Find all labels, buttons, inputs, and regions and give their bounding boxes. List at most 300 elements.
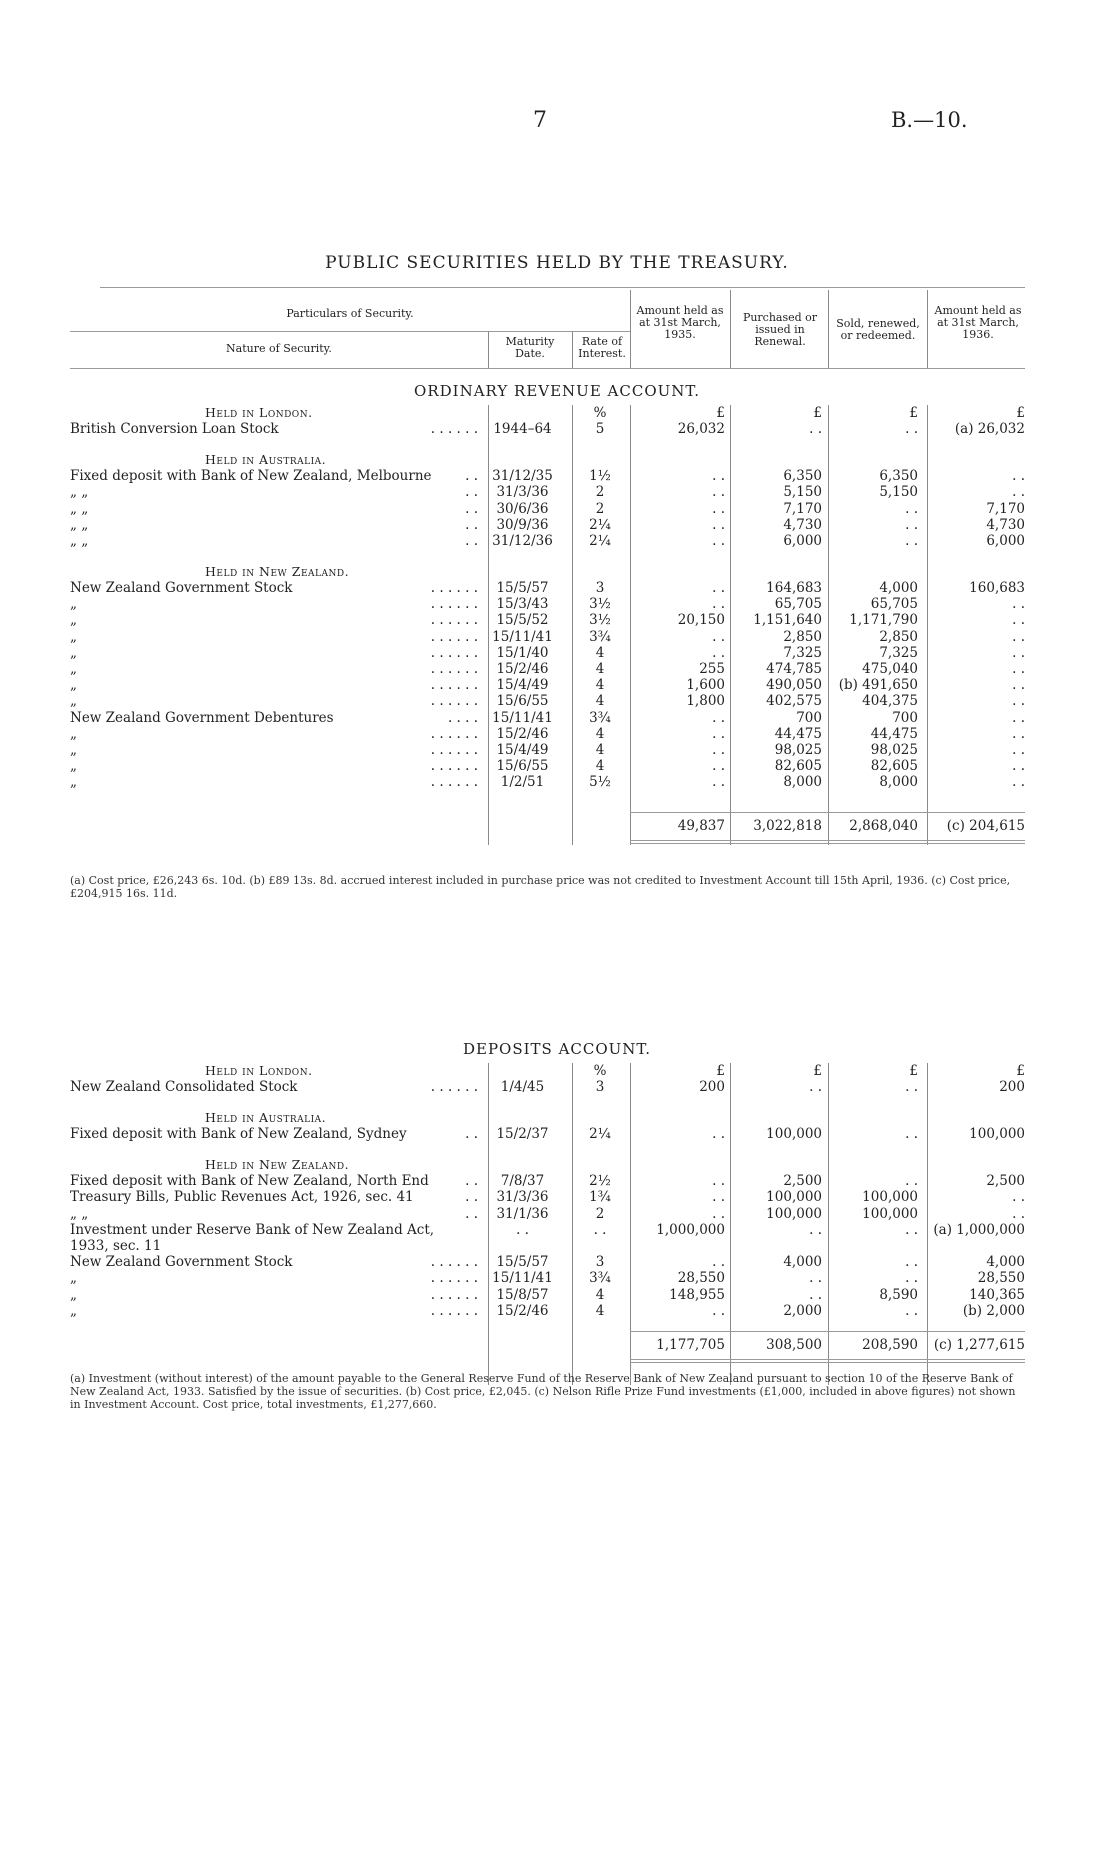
security-name: British Conversion Loan Stock	[70, 421, 279, 438]
table-row	[0, 1270, 1114, 1286]
security-name: „ „	[70, 532, 89, 549]
table-row	[0, 693, 1114, 709]
leader-dots: . . . . . .	[430, 612, 478, 629]
sold: . .	[905, 516, 918, 533]
purchased: 98,025	[774, 741, 822, 758]
total-held-1936: (c) 1,277,615	[933, 1337, 1025, 1353]
double-rule	[630, 840, 1025, 841]
table-row	[0, 468, 1114, 484]
purchased: 490,050	[766, 677, 822, 694]
unit-label: £	[716, 1063, 725, 1079]
held-1935: 1,600	[686, 677, 725, 694]
held-1936: 140,365	[969, 1286, 1025, 1303]
subheading-row	[0, 1157, 1114, 1173]
double-rule	[630, 843, 1025, 844]
held-1936: (a) 1,000,000	[933, 1221, 1025, 1238]
held-1935: 1,800	[686, 693, 725, 710]
table-row	[0, 1238, 1114, 1254]
held-1935: 200	[699, 1079, 725, 1096]
maturity-date: 15/11/41	[492, 628, 553, 645]
held-1935: . .	[712, 484, 725, 501]
maturity-date: 31/12/36	[492, 532, 553, 549]
maturity-date: 7/8/37	[500, 1173, 545, 1190]
interest-rate: 3¾	[589, 1270, 611, 1287]
subheading-row	[0, 564, 1114, 580]
leader-dots: . . . . . .	[430, 1270, 478, 1287]
interest-rate: 4	[595, 725, 605, 742]
unit-label: £	[909, 1063, 918, 1079]
leader-dots: . . . . . .	[430, 1079, 478, 1096]
leader-dots: . .	[465, 468, 478, 485]
table-row	[0, 421, 1114, 437]
subheading-label: Held in London.	[205, 405, 313, 420]
security-name: „	[70, 774, 77, 791]
table-row	[0, 1173, 1114, 1189]
maturity-date: 30/6/36	[496, 500, 549, 517]
purchased: 7,325	[783, 644, 822, 661]
leader-dots: . . . . . .	[430, 660, 478, 677]
leader-dots: . .	[465, 1173, 478, 1190]
table-row	[0, 501, 1114, 517]
security-name: „	[70, 596, 77, 613]
purchased: 402,575	[766, 693, 822, 710]
maturity-date: 15/4/49	[496, 677, 549, 694]
interest-rate: 1¾	[589, 1189, 611, 1206]
sold: . .	[905, 1079, 918, 1096]
purchased: . .	[809, 1286, 822, 1303]
held-1936: . .	[1012, 660, 1025, 677]
security-name: „ „	[70, 484, 89, 501]
page-number: 7	[533, 108, 547, 133]
maturity-date: 31/3/36	[496, 484, 549, 501]
deposits-section-title: DEPOSITS ACCOUNT.	[462, 1040, 652, 1058]
table-row	[0, 1126, 1114, 1142]
interest-rate: . .	[593, 1221, 607, 1238]
sold: 44,475	[870, 725, 918, 742]
sold: 404,375	[862, 693, 918, 710]
held-1935: . .	[712, 774, 725, 791]
purchased: 4,730	[783, 516, 822, 533]
held-1936: 4,730	[986, 516, 1025, 533]
held-1936: . .	[1012, 628, 1025, 645]
security-name: „	[70, 644, 77, 661]
table-row	[0, 1079, 1114, 1095]
maturity-date: 15/6/55	[496, 693, 549, 710]
purchased: 2,500	[783, 1173, 822, 1190]
security-name: Treasury Bills, Public Revenues Act, 1926, sec. 41	[70, 1189, 414, 1206]
subheading-label: Held in Australia.	[205, 451, 327, 467]
sold: 65,705	[870, 596, 918, 613]
header-top-rule	[100, 287, 1025, 288]
sold: 8,590	[879, 1286, 918, 1303]
maturity-date: 1/2/51	[500, 774, 545, 791]
purchased: 100,000	[766, 1126, 822, 1143]
unit-label: %	[593, 1063, 607, 1079]
total-held-1936: (c) 204,615	[946, 818, 1025, 834]
maturity-date: 15/11/41	[492, 709, 553, 726]
leader-dots: . . . .	[447, 709, 478, 726]
subheading-label: Held in New Zealand.	[205, 563, 350, 579]
table-row	[0, 484, 1114, 500]
security-name: „	[70, 677, 77, 694]
interest-rate: 3	[595, 1254, 605, 1271]
held-1936: 4,000	[986, 1254, 1025, 1271]
maturity-date: 15/2/46	[496, 1302, 549, 1319]
sold: . .	[905, 1221, 918, 1238]
purchased: 7,170	[783, 500, 822, 517]
maturity-date: 15/2/46	[496, 725, 549, 742]
sold: 7,325	[879, 644, 918, 661]
subheading-row	[0, 452, 1114, 468]
purchased: 4,000	[783, 1254, 822, 1271]
maturity-date: 15/5/57	[496, 579, 549, 596]
maturity-date: 30/9/36	[496, 516, 549, 533]
table-row	[0, 533, 1114, 549]
purchased: 6,350	[783, 468, 822, 485]
header-divider	[488, 331, 489, 368]
held-1935: . .	[712, 516, 725, 533]
total-sold: 2,868,040	[849, 818, 918, 834]
held-1935: 26,032	[677, 421, 725, 438]
purchased: 2,000	[783, 1302, 822, 1319]
sold: 700	[892, 709, 918, 726]
held-1936: . .	[1012, 774, 1025, 791]
leader-dots: . . . . . .	[430, 628, 478, 645]
leader-dots: . .	[465, 532, 478, 549]
purchased: 474,785	[766, 660, 822, 677]
security-name: „	[70, 1302, 77, 1319]
interest-rate: 4	[595, 1286, 605, 1303]
maturity-date: 15/1/40	[496, 644, 549, 661]
subheading-row	[0, 405, 1114, 421]
leader-dots: . .	[465, 1189, 478, 1206]
interest-rate: 3½	[589, 612, 611, 629]
security-name: New Zealand Government Stock	[70, 579, 293, 596]
sold: 100,000	[862, 1189, 918, 1206]
held-1935: . .	[712, 596, 725, 613]
purchased: 8,000	[783, 774, 822, 791]
purchased: 1,151,640	[753, 612, 822, 629]
sold: . .	[905, 1270, 918, 1287]
held-1936: . .	[1012, 1189, 1025, 1206]
leader-dots: . . . . . .	[430, 596, 478, 613]
purchased: 44,475	[774, 725, 822, 742]
security-name: „	[70, 725, 77, 742]
sold: . .	[905, 1254, 918, 1271]
leader-dots: . .	[465, 516, 478, 533]
purchased: 82,605	[774, 758, 822, 775]
header-sold: Sold, renewed, or redeemed.	[836, 317, 920, 342]
maturity-date: 1944–64	[493, 421, 552, 438]
held-1935: . .	[712, 1254, 725, 1271]
interest-rate: 3	[595, 579, 605, 596]
security-name: „	[70, 628, 77, 645]
security-name: „ „	[70, 500, 89, 517]
held-1935: . .	[712, 468, 725, 485]
sold: 82,605	[870, 758, 918, 775]
security-name: „	[70, 758, 77, 775]
double-rule	[630, 1359, 1025, 1360]
leader-dots: . . . . . .	[430, 579, 478, 596]
header-purchased: Purchased or issued in Renewal.	[742, 311, 818, 348]
sold: 2,850	[879, 628, 918, 645]
total-rule	[630, 812, 1025, 813]
purchased: . .	[809, 1079, 822, 1096]
purchased: . .	[809, 1270, 822, 1287]
sold: 5,150	[879, 484, 918, 501]
leader-dots: . .	[465, 1126, 478, 1143]
held-1935: . .	[712, 758, 725, 775]
held-1935: . .	[712, 1205, 725, 1222]
subheading-row	[0, 1063, 1114, 1079]
table-row	[0, 645, 1114, 661]
held-1936: . .	[1012, 1205, 1025, 1222]
leader-dots: . . . . . .	[430, 1254, 478, 1271]
held-1935: . .	[712, 644, 725, 661]
security-name: „ „	[70, 516, 89, 533]
held-1935: . .	[712, 725, 725, 742]
interest-rate: 5	[595, 421, 605, 438]
table-row	[0, 726, 1114, 742]
subheading-label: Held in Australia.	[205, 1109, 327, 1125]
held-1936: 6,000	[986, 532, 1025, 549]
unit-label: £	[1016, 1063, 1025, 1079]
table-row	[0, 661, 1114, 677]
sold: 100,000	[862, 1205, 918, 1222]
header-maturity: Maturity Date.	[505, 335, 555, 360]
interest-rate: 4	[595, 1302, 605, 1319]
total-purchased: 3,022,818	[753, 818, 822, 834]
purchased: 65,705	[774, 596, 822, 613]
purchased: 5,150	[783, 484, 822, 501]
security-name: Fixed deposit with Bank of New Zealand, Sydney	[70, 1126, 407, 1143]
unit-label: £	[716, 405, 725, 421]
held-1936: . .	[1012, 596, 1025, 613]
held-1935: . .	[712, 1173, 725, 1190]
sold: . .	[905, 421, 918, 438]
header-divider	[828, 290, 829, 368]
held-1935: 148,955	[669, 1286, 725, 1303]
maturity-date: 15/4/49	[496, 741, 549, 758]
held-1936: . .	[1012, 484, 1025, 501]
sold: 6,350	[879, 468, 918, 485]
table-row	[0, 629, 1114, 645]
header-nature: Nature of Security.	[226, 342, 332, 355]
held-1936: (b) 2,000	[962, 1302, 1025, 1319]
held-1936: . .	[1012, 677, 1025, 694]
maturity-date: 31/3/36	[496, 1189, 549, 1206]
held-1936: . .	[1012, 612, 1025, 629]
ordinary-section-title: ORDINARY REVENUE ACCOUNT.	[414, 382, 700, 400]
held-1935: 255	[699, 660, 725, 677]
maturity-date: 31/12/35	[492, 468, 553, 485]
sold: . .	[905, 500, 918, 517]
table-row	[0, 710, 1114, 726]
header-held-1936: Amount held as at 31st March, 1936.	[934, 304, 1022, 341]
held-1936: . .	[1012, 468, 1025, 485]
sold: 1,171,790	[849, 612, 918, 629]
leader-dots: . . . . . .	[430, 774, 478, 791]
leader-dots: . . . . . .	[430, 741, 478, 758]
leader-dots: . . . . . .	[430, 758, 478, 775]
table-row	[0, 1303, 1114, 1319]
maturity-date: 15/3/43	[496, 596, 549, 613]
security-name: „	[70, 693, 77, 710]
interest-rate: 4	[595, 758, 605, 775]
interest-rate: 2¼	[589, 1126, 611, 1143]
total-rule	[630, 1331, 1025, 1332]
subheading-label: Held in New Zealand.	[205, 1156, 350, 1172]
sold: . .	[905, 1126, 918, 1143]
purchased: 2,850	[783, 628, 822, 645]
security-name: „	[70, 660, 77, 677]
purchased: 100,000	[766, 1205, 822, 1222]
purchased: 164,683	[766, 579, 822, 596]
interest-rate: 3¾	[589, 709, 611, 726]
page-title: PUBLIC SECURITIES HELD BY THE TREASURY.	[325, 253, 789, 273]
leader-dots: . . . . . .	[430, 644, 478, 661]
interest-rate: 2	[595, 484, 605, 501]
leader-dots: . . . . . .	[430, 1302, 478, 1319]
sold: 4,000	[879, 579, 918, 596]
held-1936: 7,170	[986, 500, 1025, 517]
interest-rate: 4	[595, 741, 605, 758]
sold: (b) 491,650	[838, 677, 918, 694]
sold: . .	[905, 532, 918, 549]
totals-row	[0, 1337, 1114, 1353]
purchased: . .	[809, 1221, 822, 1238]
header-rate: Rate of Interest.	[578, 335, 626, 360]
double-rule	[630, 1362, 1025, 1363]
held-1935: . .	[712, 628, 725, 645]
header-divider	[630, 290, 631, 368]
leader-dots: . . . . . .	[430, 725, 478, 742]
table-row	[0, 742, 1114, 758]
unit-label: £	[1016, 405, 1025, 421]
held-1935: 28,550	[677, 1270, 725, 1287]
leader-dots: . . . . . .	[430, 677, 478, 694]
held-1935: . .	[712, 579, 725, 596]
maturity-date: 15/5/57	[496, 1254, 549, 1271]
leader-dots: . .	[465, 484, 478, 501]
security-name: „	[70, 741, 77, 758]
interest-rate: 4	[595, 693, 605, 710]
unit-label: £	[909, 405, 918, 421]
table-row	[0, 758, 1114, 774]
interest-rate: 2¼	[589, 532, 611, 549]
sold: . .	[905, 1302, 918, 1319]
security-name: Fixed deposit with Bank of New Zealand, North End	[70, 1173, 429, 1190]
header-held-1935: Amount held as at 31st March, 1935.	[636, 304, 724, 341]
held-1936: 2,500	[986, 1173, 1025, 1190]
unit-label: %	[593, 405, 607, 421]
table-row	[0, 1189, 1114, 1205]
held-1935: . .	[712, 1302, 725, 1319]
held-1936: 200	[999, 1079, 1025, 1096]
total-purchased: 308,500	[766, 1337, 822, 1353]
held-1936: . .	[1012, 758, 1025, 775]
held-1935: . .	[712, 709, 725, 726]
held-1935: . .	[712, 1126, 725, 1143]
maturity-date: 15/2/37	[496, 1126, 549, 1143]
interest-rate: 2	[595, 500, 605, 517]
interest-rate: 2	[595, 1205, 605, 1222]
held-1936: 28,550	[977, 1270, 1025, 1287]
held-1935: . .	[712, 532, 725, 549]
table-row	[0, 774, 1114, 790]
header-bottom-rule	[70, 368, 1025, 369]
header-divider	[572, 331, 573, 368]
sold: 8,000	[879, 774, 918, 791]
leader-dots: . .	[465, 1205, 478, 1222]
purchased: 100,000	[766, 1189, 822, 1206]
maturity-date: 15/8/57	[496, 1286, 549, 1303]
maturity-date: 15/6/55	[496, 758, 549, 775]
totals-row	[0, 818, 1114, 834]
maturity-date: 15/11/41	[492, 1270, 553, 1287]
purchased: 700	[796, 709, 822, 726]
interest-rate: 3½	[589, 596, 611, 613]
interest-rate: 2¼	[589, 516, 611, 533]
interest-rate: 4	[595, 677, 605, 694]
interest-rate: 2½	[589, 1173, 611, 1190]
security-name: 1933, sec. 11	[70, 1237, 162, 1254]
table-row	[0, 677, 1114, 693]
page-reference: B.—10.	[891, 108, 968, 132]
unit-label: £	[813, 1063, 822, 1079]
held-1936: 160,683	[969, 579, 1025, 596]
table-row	[0, 1222, 1114, 1238]
table-row	[0, 596, 1114, 612]
maturity-date: . .	[516, 1221, 529, 1238]
maturity-date: 31/1/36	[496, 1205, 549, 1222]
subheading-label: Held in London.	[205, 1063, 313, 1078]
table-row	[0, 612, 1114, 628]
header-divider	[730, 290, 731, 368]
security-name: New Zealand Government Stock	[70, 1254, 293, 1271]
leader-dots: . . . . . .	[430, 693, 478, 710]
interest-rate: 1½	[589, 468, 611, 485]
held-1936: . .	[1012, 725, 1025, 742]
security-name: „	[70, 1286, 77, 1303]
interest-rate: 4	[595, 644, 605, 661]
held-1936: . .	[1012, 644, 1025, 661]
purchased: 6,000	[783, 532, 822, 549]
held-1936: (a) 26,032	[954, 421, 1025, 438]
held-1936: . .	[1012, 709, 1025, 726]
total-sold: 208,590	[862, 1337, 918, 1353]
security-name: „	[70, 1270, 77, 1287]
table-row	[0, 1287, 1114, 1303]
maturity-date: 15/5/52	[496, 612, 549, 629]
table-row	[0, 1254, 1114, 1270]
maturity-date: 1/4/45	[500, 1079, 545, 1096]
interest-rate: 3¾	[589, 628, 611, 645]
interest-rate: 3	[595, 1079, 605, 1096]
header-mid-rule	[70, 331, 630, 332]
leader-dots: . . . . . .	[430, 1286, 478, 1303]
held-1936: . .	[1012, 741, 1025, 758]
subheading-row	[0, 1110, 1114, 1126]
unit-label: £	[813, 405, 822, 421]
header-divider	[927, 290, 928, 368]
held-1935: . .	[712, 1189, 725, 1206]
leader-dots: . . . . . .	[430, 421, 478, 438]
security-name: Fixed deposit with Bank of New Zealand, Melbourne	[70, 468, 432, 485]
held-1935: . .	[712, 741, 725, 758]
table-row	[0, 517, 1114, 533]
held-1935: 1,000,000	[656, 1221, 725, 1238]
